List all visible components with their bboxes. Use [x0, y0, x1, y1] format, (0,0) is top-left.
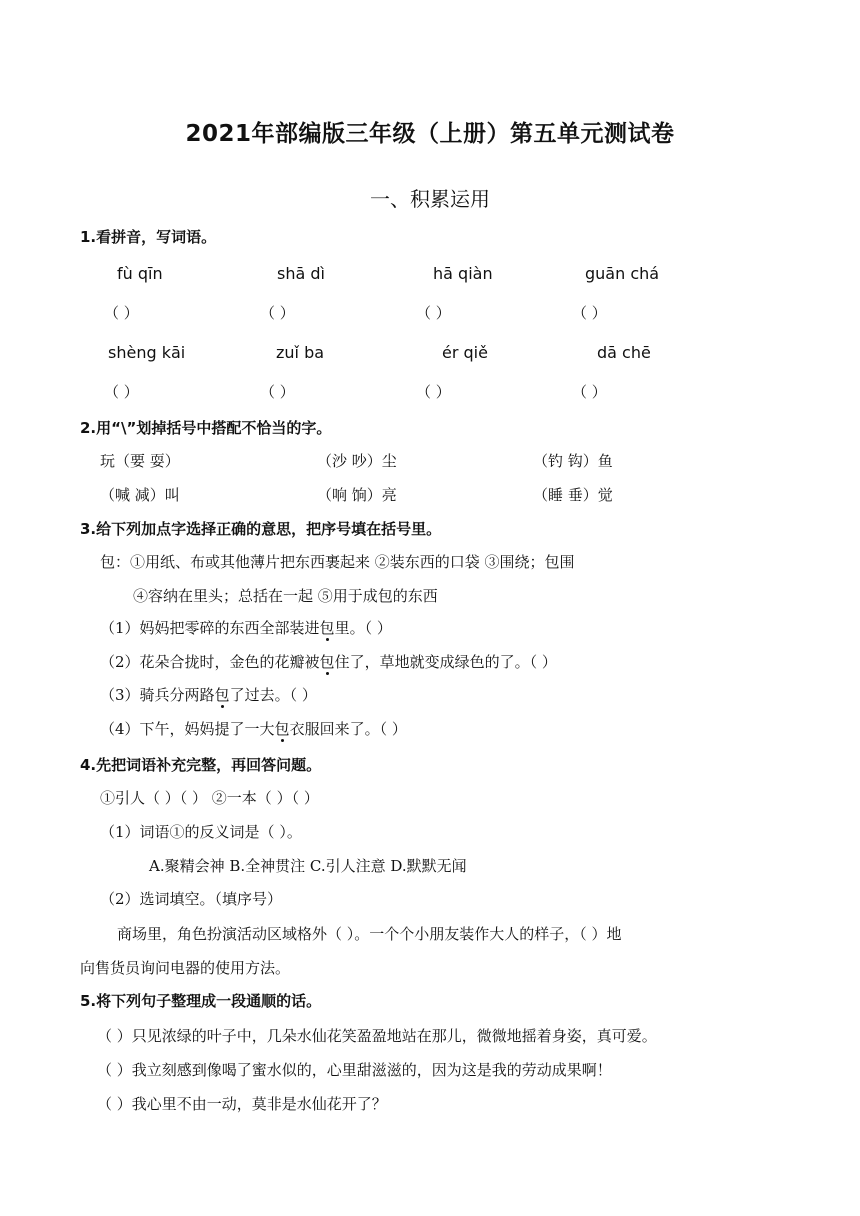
dotted-character: 包	[214, 686, 230, 704]
question-2-heading: 2.用“\”划掉括号中搭配不恰当的字。	[80, 419, 332, 437]
ordering-sentence: （ ）我立刻感到像喝了蜜水似的，心里甜滋滋的，因为这是我的劳动成果啊！	[97, 1061, 612, 1079]
document-title: 2021年部编版三年级（上册）第五单元测试卷	[185, 121, 675, 147]
choice-item: （喊 减）叫	[100, 486, 180, 504]
section-title: 一、积累运用	[370, 187, 490, 211]
pinyin-item: ér qiě	[442, 343, 488, 362]
dotted-character: 包	[319, 619, 335, 637]
question-4-heading: 4.先把词语补充完整，再回答问题。	[80, 756, 322, 774]
word-completion: ①引人（ ）（ ） ②一本（ ）（ ）	[100, 789, 319, 807]
pinyin-item: dā chē	[597, 343, 651, 362]
answer-blank[interactable]: （ ）	[416, 383, 451, 401]
sub-question: （1）词语①的反义词是（ ）。	[100, 823, 302, 841]
dotted-character: 包	[274, 720, 290, 738]
sentence-item: （3）骑兵分两路包了过去。（ ）	[100, 686, 317, 704]
answer-blank[interactable]: （ ）	[572, 383, 607, 401]
choice-item: （沙 吵）尘	[317, 452, 397, 470]
pinyin-item: guān chá	[585, 264, 660, 283]
pinyin-item: fù qīn	[117, 264, 163, 283]
sentence-item: （2）花朵合拢时，金色的花瓣被包住了，草地就变成绿色的了。（ ）	[100, 653, 557, 671]
answer-blank[interactable]: （ ）	[260, 304, 295, 322]
sub-question: （2）选词填空。（填序号）	[100, 890, 283, 908]
paragraph-line: 向售货员询问电器的使用方法。	[80, 959, 291, 977]
answer-blank[interactable]: （ ）	[416, 304, 451, 322]
pinyin-item: hā qiàn	[433, 264, 493, 283]
definition-line: 包：①用纸、布或其他薄片把东西裹起来 ②装东西的口袋 ③围绕；包围	[100, 553, 575, 571]
question-3-heading: 3.给下列加点字选择正确的意思，把序号填在括号里。	[80, 520, 442, 538]
choice-item: （响 饷）亮	[317, 486, 397, 504]
answer-blank[interactable]: （ ）	[104, 304, 139, 322]
pinyin-item: shèng kāi	[108, 343, 186, 362]
question-5-heading: 5.将下列句子整理成一段通顺的话。	[80, 992, 322, 1010]
choice-item: 玩（要 耍）	[100, 452, 180, 470]
answer-blank[interactable]: （ ）	[104, 383, 139, 401]
definition-line: ④容纳在里头；总括在一起 ⑤用于成包的东西	[133, 587, 438, 605]
answer-blank[interactable]: （ ）	[572, 304, 607, 322]
choice-item: （钓 钩）鱼	[533, 452, 613, 470]
ordering-sentence: （ ）我心里不由一动，莫非是水仙花开了？	[97, 1095, 387, 1113]
pinyin-item: shā dì	[277, 264, 325, 283]
sentence-item: （1）妈妈把零碎的东西全部装进包里。（ ）	[100, 619, 392, 637]
answer-blank[interactable]: （ ）	[260, 383, 295, 401]
paragraph-line: 商场里，角色扮演活动区域格外（ ）。一个个小朋友装作大人的样子，（ ）地	[117, 925, 622, 943]
sentence-item: （4）下午，妈妈提了一大包衣服回来了。（ ）	[100, 720, 407, 738]
choice-item: （睡 垂）觉	[533, 486, 613, 504]
answer-options: A.聚精会神 B.全神贯注 C.引人注意 D.默默无闻	[149, 857, 467, 875]
pinyin-item: zuǐ ba	[276, 343, 325, 362]
ordering-sentence: （ ）只见浓绿的叶子中，几朵水仙花笑盈盈地站在那儿，微微地摇着身姿，真可爱。	[97, 1027, 657, 1045]
question-1-heading: 1.看拼音，写词语。	[80, 228, 217, 246]
dotted-character: 包	[319, 653, 335, 671]
